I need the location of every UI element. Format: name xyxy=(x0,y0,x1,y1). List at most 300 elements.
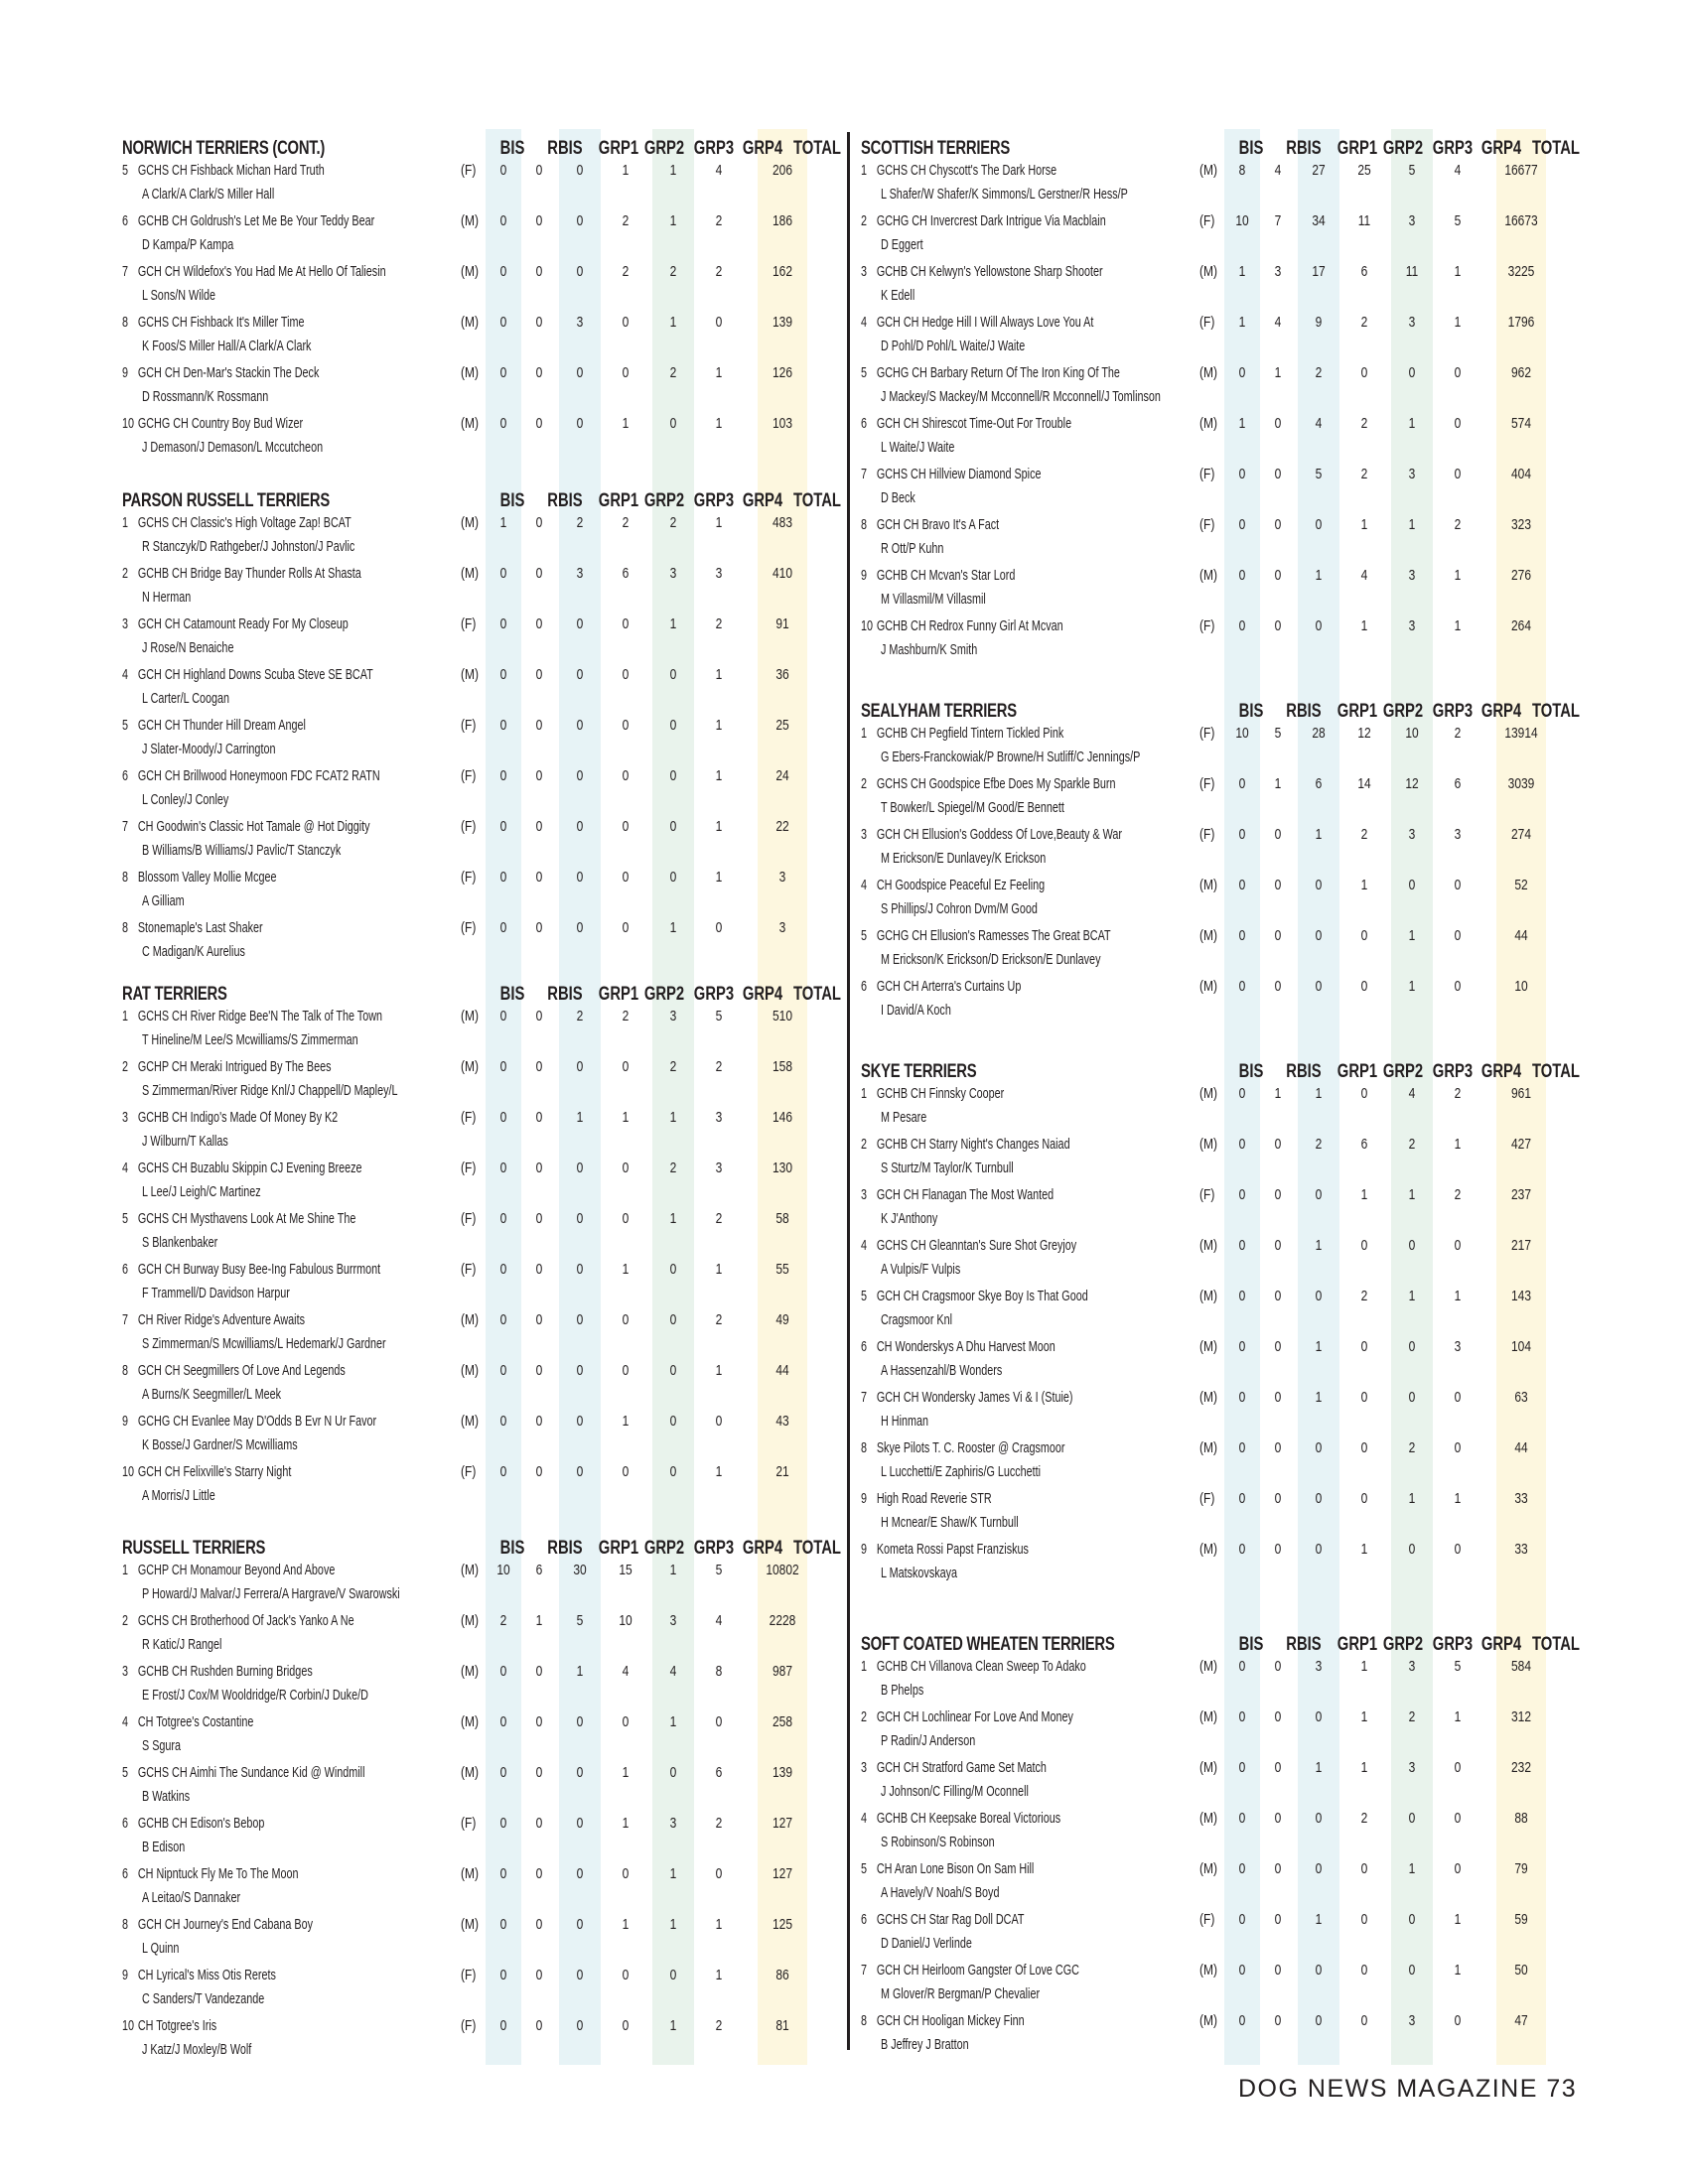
stat-rbis: 0 xyxy=(1274,1237,1282,1254)
stat-total: 158 xyxy=(772,1058,793,1075)
stat-rbis: 0 xyxy=(1274,567,1282,584)
dog-name-line xyxy=(122,1562,335,1578)
stat-bis: 0 xyxy=(499,1261,507,1278)
owners-handlers: H Hinman xyxy=(881,1413,929,1430)
stat-rbis: 0 xyxy=(535,1463,543,1480)
stat-bis: 0 xyxy=(1238,1911,1246,1928)
column-header-grp1: GRP1 xyxy=(1336,701,1378,722)
stat-grp3: 1 xyxy=(1408,978,1416,995)
stat-bis: 0 xyxy=(1238,1338,1246,1355)
stat-grp4: 1 xyxy=(1454,1911,1462,1928)
ranking-row xyxy=(122,1815,827,1865)
stat-total: 86 xyxy=(775,1967,789,1983)
stat-grp1: 2 xyxy=(576,1008,584,1024)
stat-grp3: 10 xyxy=(1405,725,1419,742)
dog-name-line xyxy=(122,1413,376,1430)
stat-rbis: 4 xyxy=(1274,162,1282,179)
owners-handlers: A Clark/A Clark/S Miller Hall xyxy=(142,186,275,203)
owners-handlers: D Kampa/P Kampa xyxy=(142,236,234,253)
stat-grp2: 0 xyxy=(1360,978,1368,995)
stat-grp3: 0 xyxy=(669,1463,677,1480)
dog-name: GCHP CH Monamour Beyond And Above xyxy=(137,1562,336,1578)
stat-grp1: 0 xyxy=(576,1311,584,1328)
breed-title: NORWICH TERRIERS (CONT.) xyxy=(122,138,326,159)
dog-name: CH Lyrical's Miss Otis Rerets xyxy=(137,1967,276,1983)
stat-bis: 0 xyxy=(499,666,507,683)
stat-rbis: 0 xyxy=(535,1764,543,1781)
stat-bis: 0 xyxy=(499,314,507,331)
rank-number: 10 xyxy=(861,617,874,634)
dog-name-line xyxy=(861,978,1021,995)
stat-grp3: 0 xyxy=(1408,1237,1416,1254)
dog-name-line xyxy=(861,1389,1073,1406)
stat-grp1: 0 xyxy=(1315,1708,1323,1725)
stat-rbis: 0 xyxy=(1274,1288,1282,1304)
ranking-row xyxy=(861,1439,1566,1490)
stat-total: 3 xyxy=(778,869,786,886)
stat-grp2: 0 xyxy=(1360,927,1368,944)
sex-indicator: (M) xyxy=(461,1713,479,1730)
sex-indicator: (F) xyxy=(1199,212,1215,229)
rank-number: 5 xyxy=(122,162,129,179)
column-header-grp4: GRP4 xyxy=(1480,1634,1522,1655)
rank-number: 5 xyxy=(861,1860,868,1877)
dog-name: GCHS CH Star Rag Doll DCAT xyxy=(876,1911,1025,1928)
stat-grp1: 0 xyxy=(1315,1810,1323,1827)
column-header-grp3: GRP3 xyxy=(693,138,735,159)
stat-grp2: 0 xyxy=(1360,1490,1368,1507)
stat-rbis: 0 xyxy=(535,162,543,179)
dog-name: GCHS CH Mysthavens Look At Me Shine The xyxy=(137,1210,356,1227)
ranking-row xyxy=(861,1136,1566,1186)
rank-number: 6 xyxy=(861,1338,868,1355)
stat-bis: 1 xyxy=(1238,263,1246,280)
dog-name-line xyxy=(122,162,325,179)
dog-name: GCHG CH Evanlee May D'Odds B Evr N Ur Favor xyxy=(137,1413,377,1430)
stat-rbis: 0 xyxy=(1274,1658,1282,1675)
stat-bis: 0 xyxy=(499,1764,507,1781)
stat-grp3: 1 xyxy=(1408,516,1416,533)
column-header-total: TOTAL xyxy=(1531,1634,1580,1655)
stat-grp1: 17 xyxy=(1312,263,1326,280)
stat-total: 91 xyxy=(775,615,789,632)
stat-bis: 0 xyxy=(499,1311,507,1328)
rank-number: 1 xyxy=(861,162,868,179)
stat-grp4: 1 xyxy=(1454,1288,1462,1304)
stat-rbis: 0 xyxy=(1274,1860,1282,1877)
ranking-row xyxy=(122,263,827,314)
dog-name-line xyxy=(122,1967,276,1983)
stat-bis: 0 xyxy=(499,263,507,280)
owners-handlers: F Trammell/D Davidson Harpur xyxy=(142,1285,290,1301)
dog-name: GCH CH Bravo It's A Fact xyxy=(876,516,1000,533)
dog-name-line xyxy=(861,263,1103,280)
rank-number: 2 xyxy=(861,1136,868,1153)
sex-indicator: (M) xyxy=(1199,1860,1217,1877)
dog-name-line xyxy=(861,617,1063,634)
stat-grp4: 5 xyxy=(1454,1658,1462,1675)
rank-number: 9 xyxy=(861,1490,868,1507)
breed-title: RUSSELL TERRIERS xyxy=(122,1538,266,1559)
stat-bis: 0 xyxy=(1238,1288,1246,1304)
dog-name: GCHS CH Hillview Diamond Spice xyxy=(876,466,1042,482)
dog-name: GCHS CH Buzablu Skippin CJ Evening Breeze xyxy=(137,1160,362,1176)
column-header-grp4: GRP4 xyxy=(742,984,783,1005)
stat-grp2: 0 xyxy=(622,767,630,784)
stat-grp3: 2 xyxy=(1408,1439,1416,1456)
stat-grp2: 2 xyxy=(1360,1288,1368,1304)
stat-total: 323 xyxy=(1510,516,1532,533)
dog-name: CH Goodspice Peaceful Ez Feeling xyxy=(876,877,1046,893)
stat-grp3: 0 xyxy=(669,818,677,835)
stat-grp4: 0 xyxy=(1454,1759,1462,1776)
stat-total: 1796 xyxy=(1507,314,1535,331)
dog-name-line xyxy=(861,314,1093,331)
section-header xyxy=(861,1055,1580,1085)
owners-handlers: D Pohl/D Pohl/L Waite/J Waite xyxy=(881,338,1026,354)
stat-grp3: 1 xyxy=(1408,1490,1416,1507)
stat-total: 49 xyxy=(775,1311,789,1328)
owners-handlers: K J'Anthony xyxy=(881,1210,938,1227)
stat-grp3: 0 xyxy=(1408,1962,1416,1979)
stat-grp1: 0 xyxy=(1315,1186,1323,1203)
owners-handlers: I David/A Koch xyxy=(881,1002,951,1019)
stat-total: 584 xyxy=(1510,1658,1532,1675)
owners-handlers: Cragsmoor Knl xyxy=(881,1311,953,1328)
sex-indicator: (M) xyxy=(461,263,479,280)
stat-bis: 0 xyxy=(499,1210,507,1227)
stat-grp3: 0 xyxy=(1408,1810,1416,1827)
stat-grp3: 1 xyxy=(669,212,677,229)
breed-title: SCOTTISH TERRIERS xyxy=(861,138,1011,159)
stat-grp1: 5 xyxy=(576,1612,584,1629)
rank-number: 2 xyxy=(861,775,868,792)
stat-bis: 0 xyxy=(499,1058,507,1075)
owners-handlers: L Conley/J Conley xyxy=(142,791,229,808)
stat-rbis: 0 xyxy=(1274,1186,1282,1203)
owners-handlers: J Katz/J Moxley/B Wolf xyxy=(142,2041,252,2058)
sex-indicator: (M) xyxy=(461,565,479,582)
stat-grp3: 0 xyxy=(1408,877,1416,893)
sex-indicator: (M) xyxy=(461,1663,479,1680)
stat-total: 36 xyxy=(775,666,789,683)
rank-number: 6 xyxy=(122,1815,129,1832)
ranking-row xyxy=(122,1261,827,1311)
sex-indicator: (M) xyxy=(1199,2012,1217,2029)
stat-grp2: 14 xyxy=(1357,775,1371,792)
dog-name: GCH CH Lochlinear For Love And Money xyxy=(876,1708,1073,1725)
owners-handlers: S Phillips/J Cohron Dvm/M Good xyxy=(881,900,1038,917)
dog-name: Stonemaple's Last Shaker xyxy=(137,919,263,936)
stat-total: 3039 xyxy=(1507,775,1535,792)
stat-total: 104 xyxy=(1510,1338,1532,1355)
stat-grp2: 0 xyxy=(622,1865,630,1882)
column-header-total: TOTAL xyxy=(792,984,841,1005)
ranking-row xyxy=(122,1058,827,1109)
stat-grp3: 0 xyxy=(669,666,677,683)
rank-number: 5 xyxy=(861,927,868,944)
stat-bis: 0 xyxy=(1238,1860,1246,1877)
stat-grp3: 3 xyxy=(1408,1658,1416,1675)
stat-grp4: 1 xyxy=(715,818,723,835)
stat-grp2: 11 xyxy=(1357,212,1371,229)
dog-name: GCH CH Seegmillers Of Love And Legends xyxy=(137,1362,346,1379)
owners-handlers: K Edell xyxy=(881,287,915,304)
stat-grp1: 0 xyxy=(1315,2012,1323,2029)
column-header-grp4: GRP4 xyxy=(742,1538,783,1559)
sex-indicator: (M) xyxy=(461,1916,479,1933)
stat-rbis: 0 xyxy=(535,1160,543,1176)
stat-grp4: 1 xyxy=(1454,1136,1462,1153)
stat-bis: 0 xyxy=(1238,364,1246,381)
stat-rbis: 0 xyxy=(535,2017,543,2034)
ranking-row xyxy=(122,615,827,666)
stat-grp2: 0 xyxy=(1360,1962,1368,1979)
stat-rbis: 0 xyxy=(535,1713,543,1730)
stat-grp4: 3 xyxy=(1454,1338,1462,1355)
rank-number: 7 xyxy=(122,263,129,280)
stat-rbis: 0 xyxy=(535,1815,543,1832)
dog-name: GCHB CH Rushden Burning Bridges xyxy=(137,1663,313,1680)
stat-rbis: 0 xyxy=(535,615,543,632)
column-header-grp2: GRP2 xyxy=(1382,701,1424,722)
stat-grp3: 1 xyxy=(1408,1186,1416,1203)
owners-handlers: L Sons/N Wilde xyxy=(142,287,216,304)
sex-indicator: (M) xyxy=(461,1764,479,1781)
stat-grp4: 0 xyxy=(1454,1541,1462,1558)
stat-grp2: 2 xyxy=(622,514,630,531)
stat-total: 58 xyxy=(775,1210,789,1227)
rank-number: 8 xyxy=(861,2012,868,2029)
stat-total: 143 xyxy=(1510,1288,1532,1304)
dog-name: GCH CH Stratford Game Set Match xyxy=(876,1759,1047,1776)
column-header-total: TOTAL xyxy=(1531,701,1580,722)
ranking-row xyxy=(861,978,1566,1028)
stat-bis: 0 xyxy=(499,1008,507,1024)
stat-grp1: 0 xyxy=(1315,1288,1323,1304)
sex-indicator: (F) xyxy=(461,162,477,179)
ranking-row xyxy=(861,263,1566,314)
rank-number: 9 xyxy=(122,364,129,381)
stat-grp2: 2 xyxy=(1360,466,1368,482)
stat-grp1: 3 xyxy=(576,314,584,331)
stat-grp4: 0 xyxy=(1454,1237,1462,1254)
dog-name: GCHG CH Country Boy Bud Wizer xyxy=(137,415,304,432)
owners-handlers: H Mcnear/E Shaw/K Turnbull xyxy=(881,1514,1019,1531)
rank-number: 6 xyxy=(861,978,868,995)
dog-name: GCHB CH Mcvan's Star Lord xyxy=(876,567,1016,584)
stat-grp1: 9 xyxy=(1315,314,1323,331)
stat-grp1: 0 xyxy=(576,364,584,381)
rank-number: 4 xyxy=(861,1810,868,1827)
rank-number: 9 xyxy=(122,1413,129,1430)
rank-number: 6 xyxy=(122,212,129,229)
sex-indicator: (M) xyxy=(1199,1962,1217,1979)
breed-section xyxy=(861,132,1580,668)
dog-name: GCH CH Den-Mar's Stackin The Deck xyxy=(137,364,320,381)
stat-grp3: 2 xyxy=(669,263,677,280)
owners-handlers: D Eggert xyxy=(881,236,923,253)
stat-grp1: 0 xyxy=(576,869,584,886)
stat-grp3: 0 xyxy=(669,1261,677,1278)
dog-name-line xyxy=(861,1186,1054,1203)
stat-rbis: 0 xyxy=(535,1058,543,1075)
dog-name-line xyxy=(861,1237,1076,1254)
stat-grp4: 2 xyxy=(715,1815,723,1832)
stat-grp2: 0 xyxy=(1360,364,1368,381)
stat-rbis: 0 xyxy=(535,514,543,531)
stat-grp1: 1 xyxy=(1315,1085,1323,1102)
stat-total: 427 xyxy=(1510,1136,1532,1153)
dog-name: CH Aran Lone Bison On Sam Hill xyxy=(876,1860,1035,1877)
ranking-row xyxy=(122,1764,827,1815)
stat-grp2: 0 xyxy=(622,314,630,331)
column-header-grp2: GRP2 xyxy=(643,138,685,159)
dog-name-line xyxy=(122,212,374,229)
stat-grp1: 0 xyxy=(576,666,584,683)
section-header xyxy=(861,132,1580,162)
dog-name-line xyxy=(861,516,999,533)
dog-name-line xyxy=(861,1288,1088,1304)
sex-indicator: (M) xyxy=(1199,162,1217,179)
section-header xyxy=(122,1532,841,1562)
stat-bis: 0 xyxy=(1238,1136,1246,1153)
stat-bis: 0 xyxy=(1238,1389,1246,1406)
stat-grp1: 0 xyxy=(576,212,584,229)
owners-handlers: C Sanders/T Vandezande xyxy=(142,1990,265,2007)
ranking-row xyxy=(122,565,827,615)
sex-indicator: (F) xyxy=(1199,314,1215,331)
stat-total: 44 xyxy=(775,1362,789,1379)
stat-grp3: 11 xyxy=(1405,263,1419,280)
ranking-row xyxy=(861,1338,1566,1389)
owners-handlers: L Carter/L Coogan xyxy=(142,690,230,707)
breed-section xyxy=(122,484,841,970)
sex-indicator: (M) xyxy=(461,666,479,683)
owners-handlers: B Watkins xyxy=(142,1788,191,1805)
column-header-grp2: GRP2 xyxy=(1382,1634,1424,1655)
stat-rbis: 0 xyxy=(535,1261,543,1278)
ranking-row xyxy=(122,1967,827,2017)
stat-grp3: 1 xyxy=(669,162,677,179)
stat-grp3: 3 xyxy=(1408,466,1416,482)
stat-rbis: 0 xyxy=(535,767,543,784)
ranking-row xyxy=(861,415,1566,466)
rank-number: 10 xyxy=(122,415,135,432)
ranking-row xyxy=(122,514,827,565)
stat-rbis: 0 xyxy=(535,565,543,582)
stat-grp3: 0 xyxy=(1408,1541,1416,1558)
rank-number: 3 xyxy=(861,1759,868,1776)
stat-total: 55 xyxy=(775,1261,789,1278)
dog-name: GCH CH Wildefox's You Had Me At Hello Of Taliesin xyxy=(137,263,386,280)
column-header-rbis: RBIS xyxy=(1286,1634,1322,1655)
rank-number: 3 xyxy=(861,1186,868,1203)
breed-title: SOFT COATED WHEATEN TERRIERS xyxy=(861,1634,1115,1655)
ranking-row xyxy=(122,212,827,263)
stat-rbis: 0 xyxy=(535,1967,543,1983)
owners-handlers: C Madigan/K Aurelius xyxy=(142,943,245,960)
stat-rbis: 0 xyxy=(1274,1759,1282,1776)
sex-indicator: (M) xyxy=(1199,1338,1217,1355)
column-divider xyxy=(847,132,850,2050)
stat-rbis: 0 xyxy=(535,1109,543,1126)
sex-indicator: (M) xyxy=(461,364,479,381)
dog-name: GCH CH Brillwood Honeymoon FDC FCAT2 RATN xyxy=(137,767,380,784)
stat-grp4: 0 xyxy=(1454,877,1462,893)
stat-total: 2228 xyxy=(769,1612,796,1629)
column-header-bis: BIS xyxy=(499,138,525,159)
stat-grp3: 3 xyxy=(669,565,677,582)
owners-handlers: S Sturtz/M Taylor/K Turnbull xyxy=(881,1160,1014,1176)
sex-indicator: (M) xyxy=(1199,1810,1217,1827)
dog-name-line xyxy=(122,666,373,683)
ranking-row xyxy=(122,1663,827,1713)
stat-total: 483 xyxy=(772,514,793,531)
column-header-rbis: RBIS xyxy=(547,490,583,511)
stat-total: 33 xyxy=(1514,1490,1528,1507)
rank-number: 2 xyxy=(861,212,868,229)
rank-number: 3 xyxy=(122,1663,129,1680)
dog-name: GCHB CH Bridge Bay Thunder Rolls At Shasta xyxy=(137,565,361,582)
sex-indicator: (M) xyxy=(461,1612,479,1629)
ranking-row xyxy=(861,1810,1566,1860)
stat-grp4: 8 xyxy=(715,1663,723,1680)
dog-name-line xyxy=(861,1911,1024,1928)
stat-bis: 1 xyxy=(499,514,507,531)
dog-name: GCHB CH Villanova Clean Sweep To Adako xyxy=(876,1658,1086,1675)
stat-grp2: 0 xyxy=(622,364,630,381)
dog-name: GCHB CH Keepsake Boreal Victorious xyxy=(876,1810,1061,1827)
sex-indicator: (F) xyxy=(461,2017,477,2034)
ranking-row xyxy=(861,212,1566,263)
sex-indicator: (M) xyxy=(1199,1658,1217,1675)
ranking-row xyxy=(122,666,827,717)
sex-indicator: (M) xyxy=(461,1865,479,1882)
stat-grp1: 0 xyxy=(576,1815,584,1832)
dog-name: GCHG CH Ellusion's Ramesses The Great BCAT xyxy=(876,927,1111,944)
owners-handlers: J Mackey/S Mackey/M Mcconnell/R Mcconnell/J Tomlinson xyxy=(881,388,1161,405)
dog-name: GCHS CH Gleanntan's Sure Shot Greyjoy xyxy=(876,1237,1077,1254)
stat-rbis: 0 xyxy=(535,869,543,886)
sex-indicator: (M) xyxy=(461,1362,479,1379)
owners-handlers: D Daniel/J Verlinde xyxy=(881,1935,972,1952)
dog-name-line xyxy=(122,1463,291,1480)
stat-grp2: 0 xyxy=(622,1967,630,1983)
stat-grp3: 2 xyxy=(1408,1136,1416,1153)
dog-name: GCHB CH Starry Night's Changes Naiad xyxy=(876,1136,1070,1153)
owners-handlers: D Beck xyxy=(881,489,915,506)
stat-grp2: 1 xyxy=(1360,516,1368,533)
owners-handlers: S Zimmerman/S Mcwilliams/L Hedemark/J Gardner xyxy=(142,1335,386,1352)
rank-number: 8 xyxy=(122,314,129,331)
stat-total: 47 xyxy=(1514,2012,1528,2029)
ranking-row xyxy=(122,1463,827,1514)
stat-grp2: 1 xyxy=(1360,1759,1368,1776)
stat-bis: 0 xyxy=(499,1362,507,1379)
stat-bis: 0 xyxy=(1238,927,1246,944)
owners-handlers: J Mashburn/K Smith xyxy=(881,641,978,658)
owners-handlers: D Rossmann/K Rossmann xyxy=(142,388,269,405)
stat-total: 574 xyxy=(1510,415,1532,432)
stat-total: 258 xyxy=(772,1713,793,1730)
ranking-row xyxy=(861,2012,1566,2063)
dog-name: GCHG CH Barbary Return Of The Iron King Of The xyxy=(876,364,1120,381)
stat-grp3: 0 xyxy=(669,1311,677,1328)
ranking-row xyxy=(122,767,827,818)
ranking-row xyxy=(122,1210,827,1261)
column-header-bis: BIS xyxy=(1238,1061,1264,1082)
